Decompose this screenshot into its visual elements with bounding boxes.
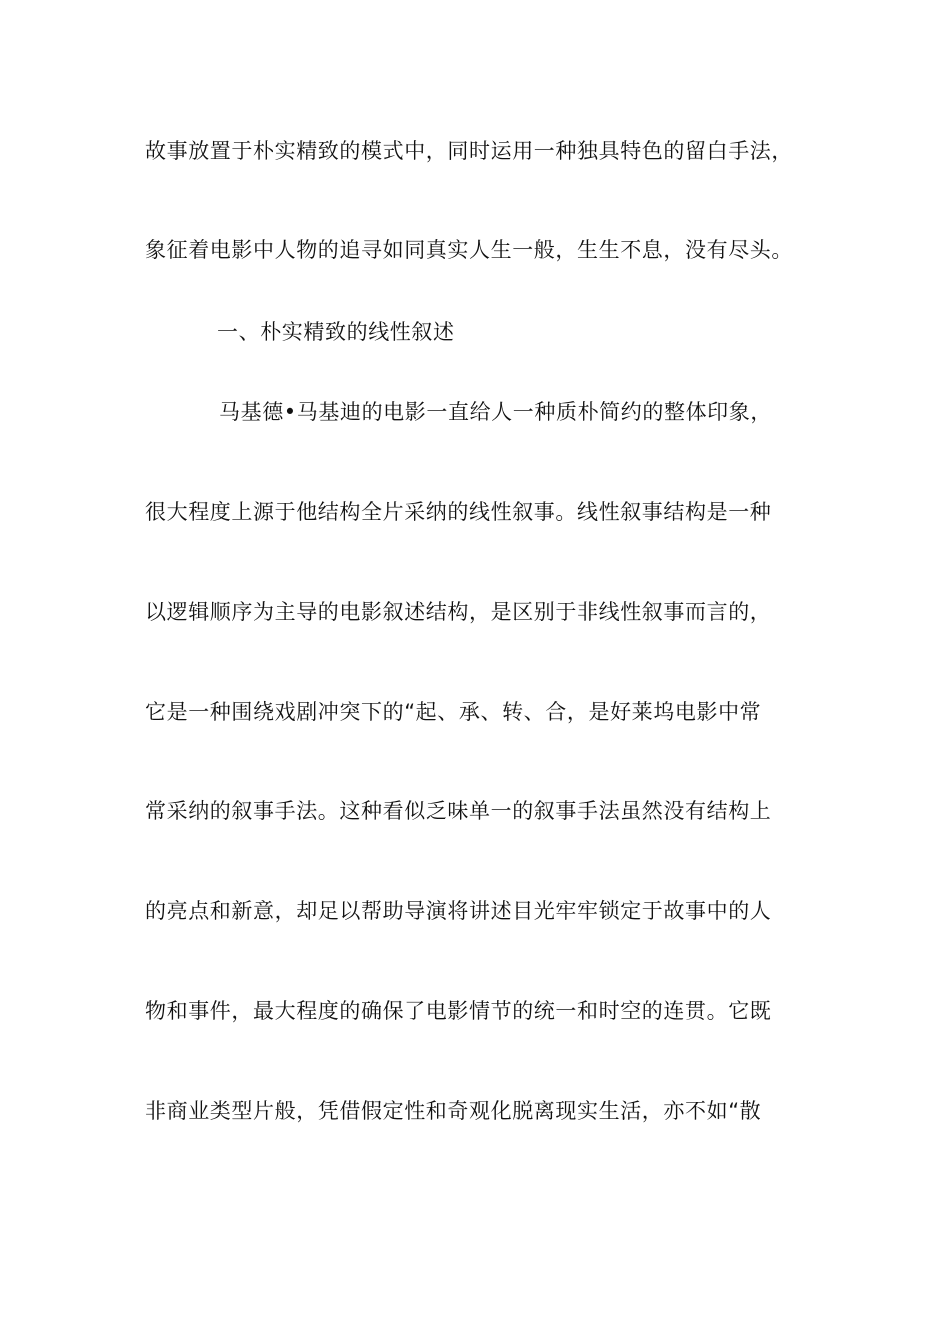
section-heading: 一、朴实精致的线性叙述 [217,320,455,344]
body-text-line: 故事放置于朴实精致的模式中，同时运用一种独具特色的留白手法， [145,139,793,163]
body-text-line: 物和事件，最大程度的确保了电影情节的统一和时空的连贯。它既 [145,999,772,1023]
paragraph-first-line: 马基德•马基迪的电影一直给人一种质朴简约的整体印象， [219,400,772,424]
body-text-line: 以逻辑顺序为主导的电影叙述结构，是区别于非线性叙事而言的， [145,600,772,624]
body-text-line: 象征着电影中人物的追寻如同真实人生一般，生生不息，没有尽头。 [145,238,793,262]
body-text-line: 很大程度上源于他结构全片采纳的线性叙事。线性叙事结构是一种 [145,500,772,524]
body-text-line: 它是一种围绕戏剧冲突下的“起、承、转、合，是好莱坞电影中常 [145,700,762,724]
body-text-line: 非商业类型片般，凭借假定性和奇观化脱离现实生活，亦不如“散 [145,1099,762,1123]
body-text-line: 的亮点和新意，却足以帮助导演将讲述目光牢牢锁定于故事中的人 [145,899,772,923]
body-text-line: 常采纳的叙事手法。这种看似乏味单一的叙事手法虽然没有结构上 [145,799,772,823]
